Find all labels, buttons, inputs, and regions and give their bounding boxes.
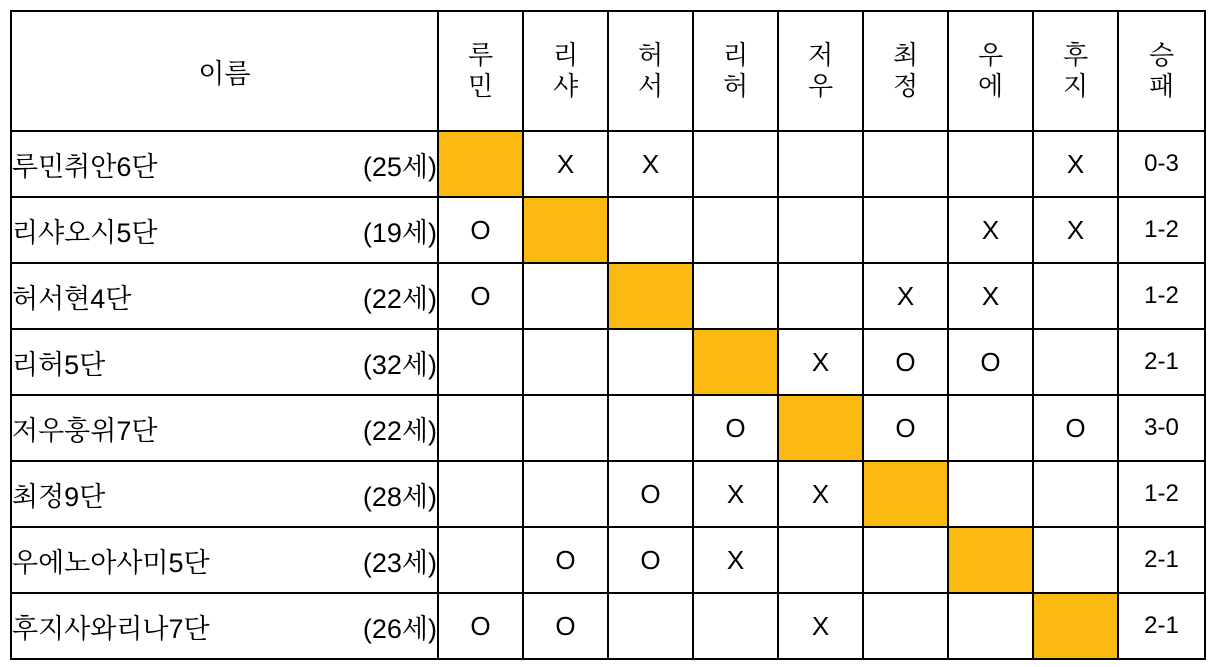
result-cell: O xyxy=(863,395,948,461)
cross-table-container xyxy=(10,10,1206,657)
result-cell xyxy=(438,329,523,395)
opponent-header-line2: 정 xyxy=(892,71,919,101)
result-cell xyxy=(608,329,693,395)
result-cell xyxy=(1033,329,1118,395)
result-cell: X xyxy=(693,527,778,593)
player-name-cell xyxy=(11,461,438,527)
result-cell: O xyxy=(1033,395,1118,461)
result-cell: X xyxy=(778,593,863,659)
result-cell xyxy=(608,395,693,461)
column-header-record xyxy=(1118,11,1205,131)
opponent-header-line1: 후 xyxy=(1062,40,1089,71)
opponent-header-line2: 민 xyxy=(467,71,494,101)
player-name: 저우훙위7단 xyxy=(12,415,158,446)
record-header-line2: 패 xyxy=(1148,71,1175,101)
opponent-header-line1: 우 xyxy=(977,40,1004,71)
result-cell xyxy=(778,263,863,329)
result-cell xyxy=(863,197,948,263)
player-name-cell xyxy=(11,395,438,461)
result-cell xyxy=(863,461,948,527)
result-cell xyxy=(693,593,778,659)
column-header-opponent-3 xyxy=(693,11,778,131)
opponent-header-line1: 리 xyxy=(722,40,749,71)
result-cell xyxy=(523,395,608,461)
column-header-opponent-1 xyxy=(523,11,608,131)
record-cell: 2-1 xyxy=(1118,527,1205,593)
result-cell xyxy=(693,197,778,263)
opponent-header-line2: 서 xyxy=(637,71,664,101)
result-cell xyxy=(863,131,948,197)
table-row xyxy=(11,527,1205,593)
result-cell: O xyxy=(523,527,608,593)
result-cell xyxy=(863,593,948,659)
player-name-cell xyxy=(11,263,438,329)
result-cell: X xyxy=(948,263,1033,329)
result-cell xyxy=(693,131,778,197)
result-cell: O xyxy=(523,593,608,659)
result-cell: X xyxy=(693,461,778,527)
result-cell xyxy=(608,197,693,263)
result-cell: O xyxy=(693,395,778,461)
opponent-header-line2: 허 xyxy=(722,71,749,101)
player-name: 최정9단 xyxy=(12,481,106,512)
table-row xyxy=(11,197,1205,263)
column-header-opponent-4 xyxy=(778,11,863,131)
result-cell: O xyxy=(438,197,523,263)
result-cell xyxy=(523,461,608,527)
player-name-cell xyxy=(11,197,438,263)
result-cell: O xyxy=(438,593,523,659)
column-header-name: 이름 xyxy=(11,11,438,131)
player-age: (28세) xyxy=(362,481,437,512)
opponent-header-line1: 허 xyxy=(637,40,664,71)
result-cell xyxy=(1033,263,1118,329)
player-name: 허서현4단 xyxy=(12,283,132,314)
table-row xyxy=(11,461,1205,527)
player-name-cell xyxy=(11,527,438,593)
result-cell xyxy=(948,461,1033,527)
player-age: (25세) xyxy=(362,151,437,182)
result-cell xyxy=(778,395,863,461)
opponent-header-line1: 리 xyxy=(552,40,579,71)
result-cell: X xyxy=(1033,197,1118,263)
result-cell xyxy=(523,329,608,395)
table-body xyxy=(11,131,1205,659)
table-row xyxy=(11,593,1205,659)
opponent-header-line2: 샤 xyxy=(552,71,579,101)
opponent-header-line1: 루 xyxy=(467,40,494,71)
opponent-header-line1: 최 xyxy=(892,40,919,71)
player-age: (22세) xyxy=(362,283,437,314)
result-cell xyxy=(608,263,693,329)
header-row xyxy=(11,11,1205,131)
record-cell: 1-2 xyxy=(1118,197,1205,263)
result-cell: X xyxy=(778,461,863,527)
result-cell: O xyxy=(863,329,948,395)
player-name: 후지사와리나7단 xyxy=(12,613,210,644)
table-row xyxy=(11,395,1205,461)
result-cell xyxy=(438,461,523,527)
result-cell xyxy=(438,131,523,197)
player-name: 리샤오시5단 xyxy=(12,217,158,248)
record-cell: 0-3 xyxy=(1118,131,1205,197)
result-cell: X xyxy=(608,131,693,197)
result-cell xyxy=(948,395,1033,461)
record-header-line1: 승 xyxy=(1148,40,1175,71)
result-cell xyxy=(863,527,948,593)
result-cell: X xyxy=(523,131,608,197)
player-name-cell xyxy=(11,593,438,659)
player-age: (23세) xyxy=(362,547,437,578)
player-name-cell xyxy=(11,131,438,197)
table-row xyxy=(11,263,1205,329)
result-cell xyxy=(778,197,863,263)
record-cell: 1-2 xyxy=(1118,263,1205,329)
result-cell xyxy=(948,131,1033,197)
player-name: 루민취안6단 xyxy=(12,151,158,182)
player-age: (32세) xyxy=(362,349,437,380)
record-cell: 2-1 xyxy=(1118,593,1205,659)
opponent-header-line2: 지 xyxy=(1062,71,1089,101)
table-row xyxy=(11,131,1205,197)
result-cell: O xyxy=(608,461,693,527)
result-cell xyxy=(523,263,608,329)
opponent-header-line1: 저 xyxy=(807,40,834,71)
result-cell xyxy=(778,527,863,593)
result-cell xyxy=(693,263,778,329)
table-row xyxy=(11,329,1205,395)
result-cell: X xyxy=(1033,131,1118,197)
column-header-opponent-2 xyxy=(608,11,693,131)
result-cell: O xyxy=(948,329,1033,395)
opponent-header-line2: 에 xyxy=(977,71,1004,101)
opponent-header-line2: 우 xyxy=(807,71,834,101)
result-cell xyxy=(438,395,523,461)
result-cell xyxy=(948,593,1033,659)
round-robin-cross-table xyxy=(10,10,1206,660)
result-cell xyxy=(1033,527,1118,593)
player-name: 우에노아사미5단 xyxy=(12,547,210,578)
player-name-cell xyxy=(11,329,438,395)
player-age: (26세) xyxy=(362,613,437,644)
result-cell: O xyxy=(608,527,693,593)
player-name: 리허5단 xyxy=(12,349,106,380)
column-header-opponent-0 xyxy=(438,11,523,131)
result-cell: X xyxy=(948,197,1033,263)
player-age: (22세) xyxy=(362,415,437,446)
column-header-opponent-6 xyxy=(948,11,1033,131)
result-cell: X xyxy=(863,263,948,329)
result-cell xyxy=(1033,593,1118,659)
record-cell: 3-0 xyxy=(1118,395,1205,461)
result-cell xyxy=(608,593,693,659)
result-cell: O xyxy=(438,263,523,329)
result-cell xyxy=(693,329,778,395)
result-cell: X xyxy=(778,329,863,395)
result-cell xyxy=(1033,461,1118,527)
column-header-opponent-5 xyxy=(863,11,948,131)
result-cell xyxy=(778,131,863,197)
table-header xyxy=(11,11,1205,131)
column-header-opponent-7 xyxy=(1033,11,1118,131)
player-age: (19세) xyxy=(362,217,437,248)
result-cell xyxy=(523,197,608,263)
record-cell: 1-2 xyxy=(1118,461,1205,527)
result-cell xyxy=(948,527,1033,593)
record-cell: 2-1 xyxy=(1118,329,1205,395)
result-cell xyxy=(438,527,523,593)
